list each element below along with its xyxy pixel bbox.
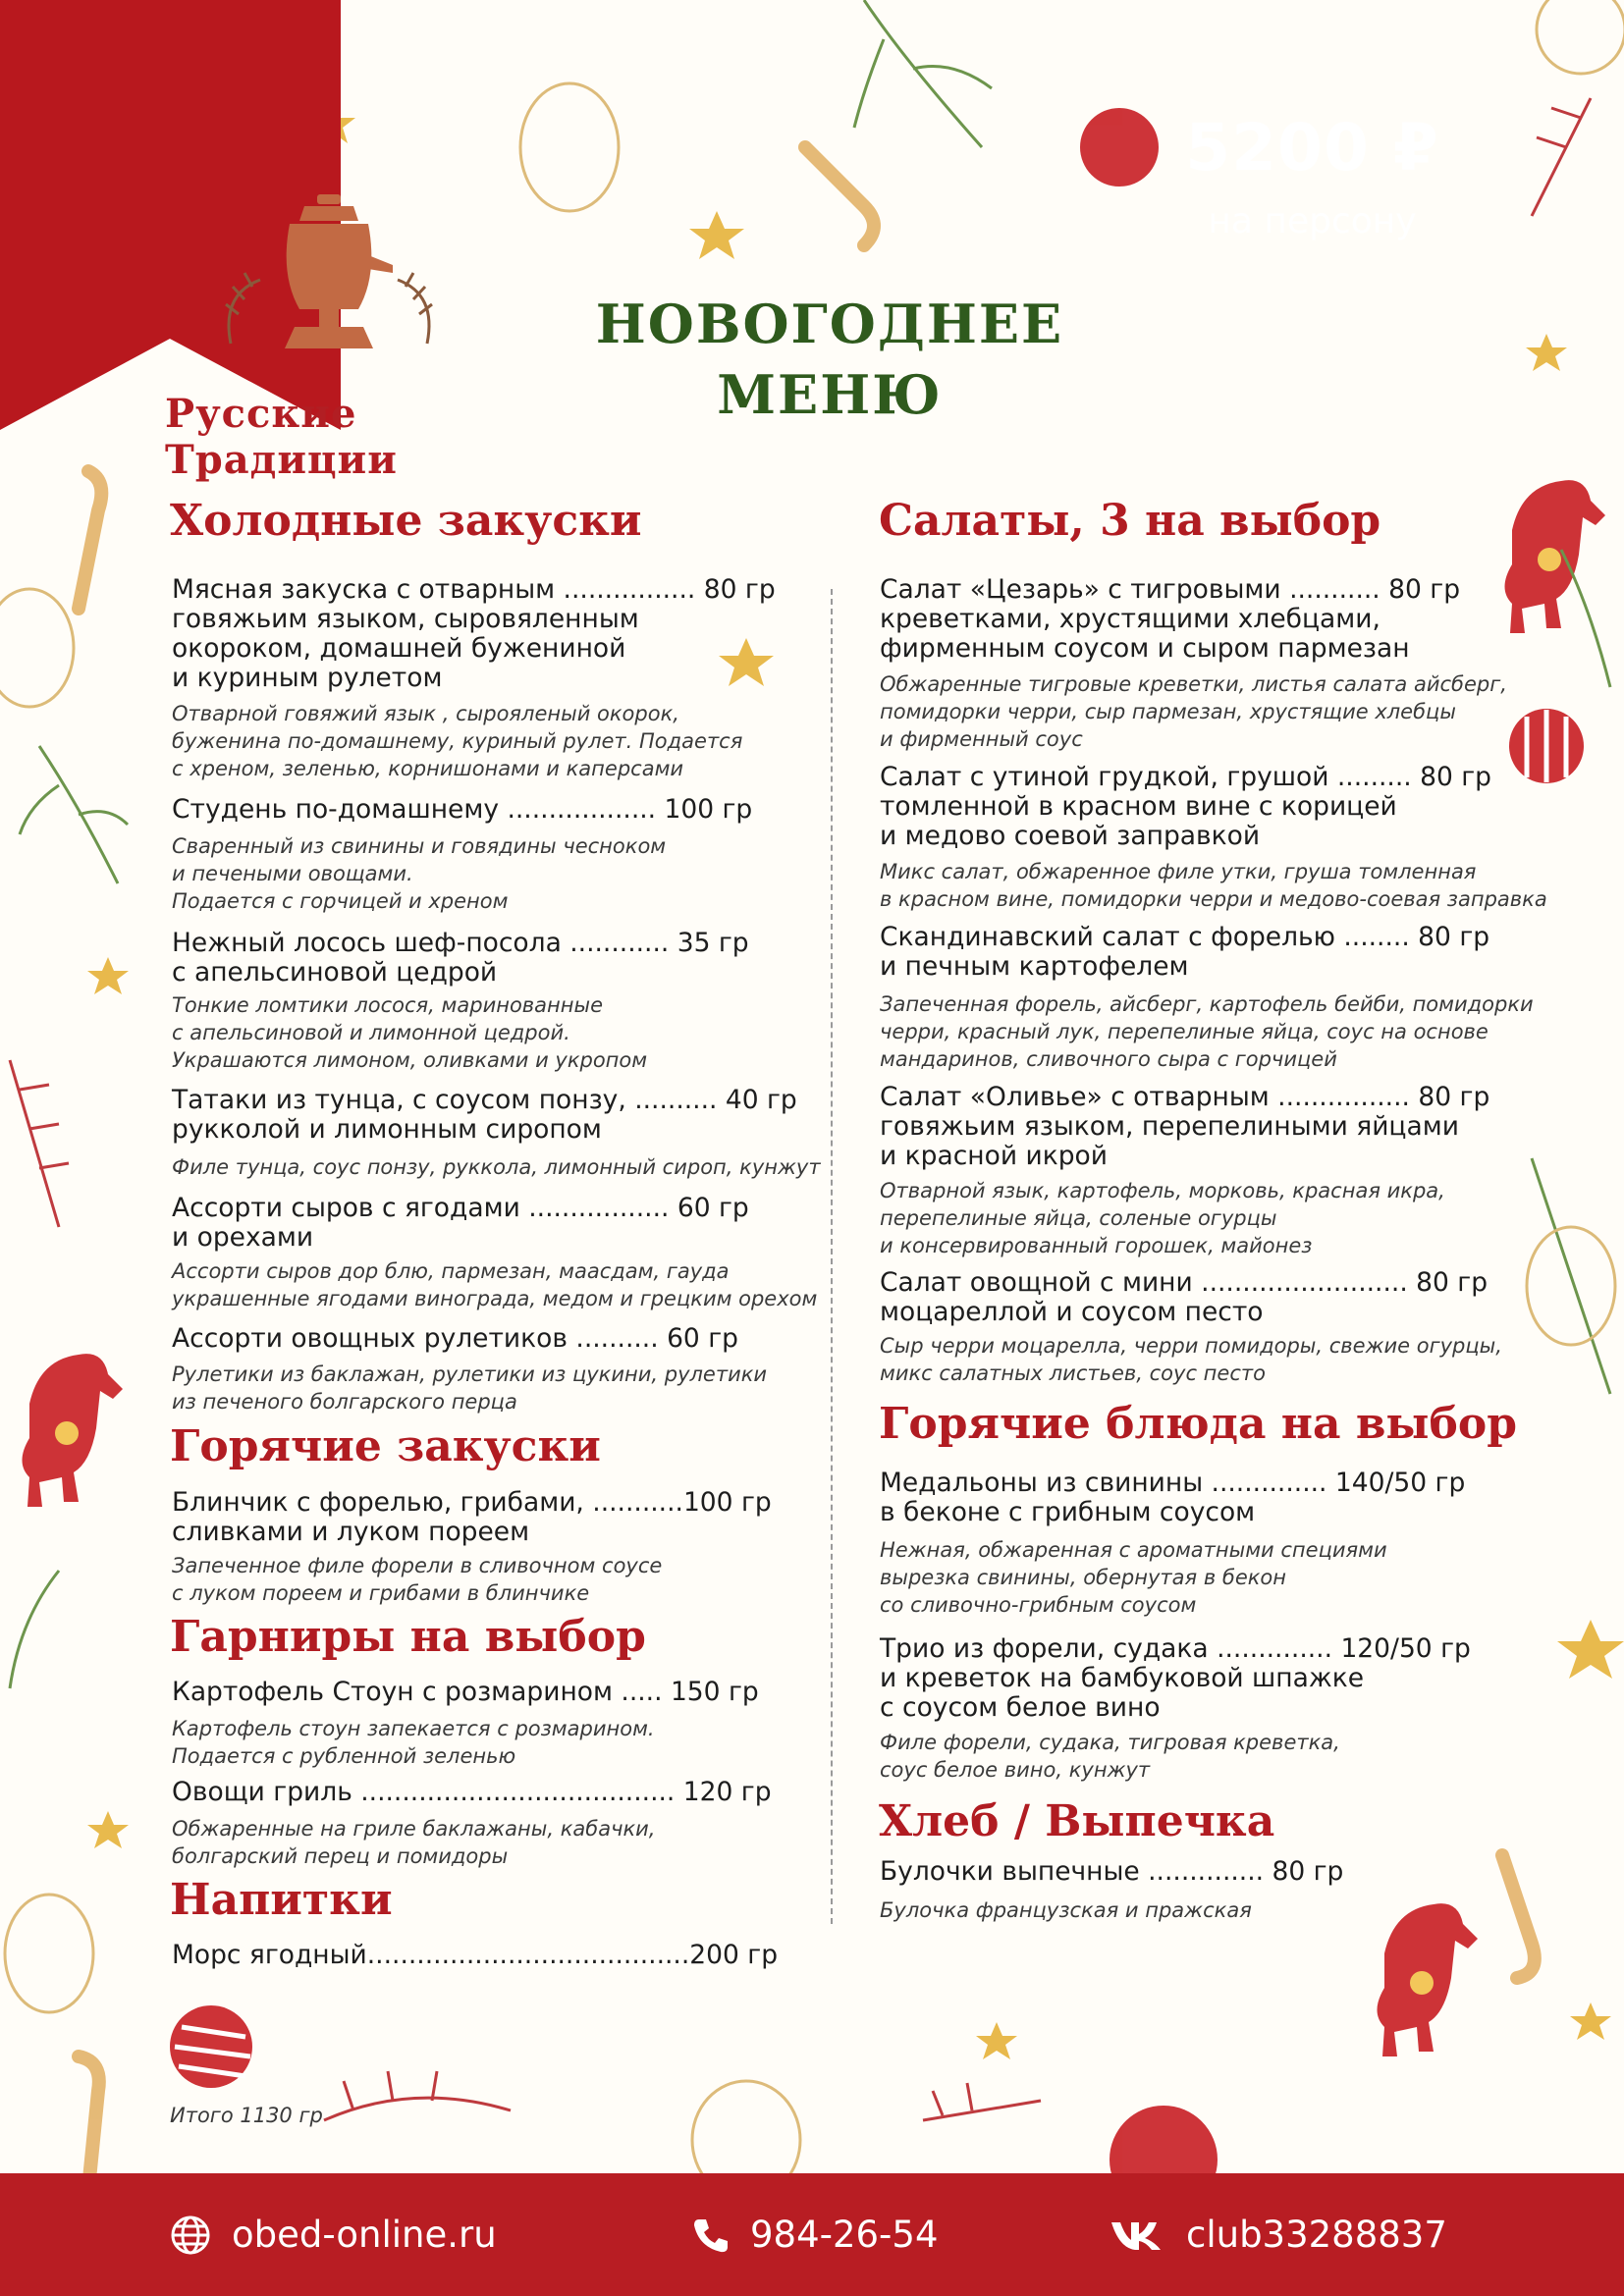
menu-item-line: Скандинавский салат с форелью ........ 80 гр	[880, 922, 1490, 952]
total-weight: Итого 1130 гр	[170, 2104, 323, 2127]
vk-icon	[1110, 2216, 1166, 2254]
menu-item-desc: черри, красный лук, перепелиные яйца, соус на основе	[880, 1020, 1489, 1043]
menu-item-line: и куриным рулетом	[172, 663, 443, 693]
brand-name: Русские Традиции	[165, 391, 398, 483]
menu-item-desc: в красном вине, помидорки черри и медово-соевая заправка	[880, 887, 1547, 911]
menu-item-desc: и фирменный соус	[880, 727, 1083, 751]
menu-item-line: фирменным соусом и сыром пармезан	[880, 633, 1410, 664]
menu-item-line: рукколой и лимонным сиропом	[172, 1114, 602, 1145]
phone-text: 984-26-54	[750, 2214, 939, 2256]
section-title-sides: Гарниры на выбор	[170, 1612, 646, 1662]
menu-item-line: Студень по-домашнему .................. 100 гр	[172, 794, 753, 825]
menu-item-desc: Украшаются лимоном, оливками и укропом	[172, 1048, 648, 1072]
price-amount: 5200 ₽	[1185, 110, 1439, 186]
menu-item-desc: Отварной язык, картофель, морковь, красная икра,	[880, 1179, 1445, 1202]
menu-item-desc: украшенные ягодами винограда, медом и грецким орехом	[172, 1287, 818, 1310]
menu-item-line: Салат «Цезарь» с тигровыми ........... 80 гр	[880, 574, 1461, 605]
menu-item-line: Салат «Оливье» с отварным ................ 80 гр	[880, 1082, 1490, 1112]
menu-item-line: Морс ягодный.......................................200 гр	[172, 1940, 779, 1970]
vk-text: club33288837	[1186, 2214, 1447, 2256]
menu-item-line: и печным картофелем	[880, 951, 1189, 982]
menu-item-desc: Нежная, обжаренная с ароматными специями	[880, 1538, 1387, 1562]
menu-item-desc: Микс салат, обжаренное филе утки, груша томленная	[880, 860, 1477, 883]
menu-item-desc: микс салатных листьев, соус песто	[880, 1362, 1266, 1385]
section-title-salads: Салаты, 3 на выбор	[879, 496, 1381, 546]
menu-item-desc: Обжаренные тигровые креветки, листья салата айсберг,	[880, 672, 1507, 696]
phone-link[interactable]	[691, 2173, 939, 2296]
section-title-bread: Хлеб / Выпечка	[879, 1796, 1275, 1846]
menu-item-line: креветками, хрустящими хлебцами,	[880, 604, 1380, 634]
menu-item-desc: Картофель стоун запекается с розмарином.	[172, 1717, 655, 1740]
menu-item-desc: Отварной говяжий язык , сырояленый окорок,	[172, 702, 679, 725]
samovar-icon	[211, 187, 447, 363]
footer-bar	[0, 2173, 1624, 2296]
menu-item-desc: Филе тунца, соус понзу, руккола, лимонный сироп, кунжут	[172, 1155, 821, 1179]
menu-item-line: Салат с утиной грудкой, грушой ......... 80 гр	[880, 762, 1491, 792]
menu-item-line: и орехами	[172, 1222, 314, 1253]
menu-item-desc: Булочка французская и пражская	[880, 1898, 1252, 1922]
menu-item-desc: из печеного болгарского перца	[172, 1390, 517, 1414]
menu-item-line: Блинчик с форелью, грибами, ...........100 гр	[172, 1487, 772, 1518]
menu-item-desc: Филе форели, судака, тигровая креветка,	[880, 1731, 1340, 1754]
menu-item-desc: со сливочно-грибным соусом	[880, 1593, 1197, 1617]
menu-item-desc: Тонкие ломтики лосося, маринованные	[172, 993, 604, 1017]
menu-item-desc: соус белое вино, кунжут	[880, 1758, 1151, 1782]
section-title-hot-starters: Горячие закуски	[170, 1421, 601, 1471]
menu-item-line: Ассорти овощных рулетиков .......... 60 гр	[172, 1323, 738, 1354]
website-text: obed-online.ru	[232, 2214, 497, 2256]
menu-item-line: Салат овощной с мини ......................... 80 гр	[880, 1267, 1489, 1298]
menu-item-line: Ассорти сыров с ягодами ................. 60 гр	[172, 1193, 749, 1223]
menu-item-desc: Сваренный из свинины и говядины чесноком	[172, 834, 667, 858]
menu-item-line: сливками и луком пореем	[172, 1517, 530, 1547]
menu-item-line: Мясная закуска с отварным ................ 80 гр	[172, 574, 776, 605]
price-per-person: на персону	[1208, 201, 1417, 241]
menu-item-line: говяжьим языком, сыровяленным	[172, 604, 639, 634]
vk-link[interactable]	[1110, 2173, 1447, 2296]
menu-item-desc: с хреном, зеленью, корнишонами и каперсами	[172, 757, 684, 780]
menu-item-desc: Подается с горчицей и хреном	[172, 889, 509, 913]
menu-item-line: в беконе с грибным соусом	[880, 1497, 1256, 1527]
phone-icon	[691, 2216, 731, 2255]
menu-item-line: окороком, домашней бужениной	[172, 633, 626, 664]
menu-item-desc: с луком пореем и грибами в блинчике	[172, 1581, 590, 1605]
menu-item-line: Медальоны из свинины .............. 140/50 гр	[880, 1468, 1466, 1498]
menu-item-desc: Запеченная форель, айсберг, картофель бейби, помидорки	[880, 992, 1534, 1016]
menu-item-line: и медово соевой заправкой	[880, 821, 1261, 851]
menu-item-desc: с апельсиновой и лимонной цедрой.	[172, 1021, 570, 1044]
menu-item-line: Нежный лосось шеф-посола ............ 35 гр	[172, 928, 749, 958]
column-divider	[831, 589, 833, 1924]
menu-item-desc: Рулетики из баклажан, рулетики из цукини, рулетики	[172, 1362, 768, 1386]
menu-item-line: Картофель Стоун с розмарином ..... 150 гр	[172, 1677, 759, 1707]
menu-item-line: томленной в красном вине с корицей	[880, 791, 1397, 822]
menu-item-line: с апельсиновой цедрой	[172, 957, 498, 988]
menu-item-desc: и консервированный горошек, майонез	[880, 1234, 1313, 1257]
menu-item-line: Татаки из тунца, с соусом понзу, .......... 40 гр	[172, 1085, 797, 1115]
menu-item-desc: Обжаренные на гриле баклажаны, кабачки,	[172, 1817, 656, 1841]
menu-item-desc: Сыр черри моцарелла, черри помидоры, свежие огурцы,	[880, 1334, 1502, 1358]
menu-item-line: моцареллой и соусом песто	[880, 1297, 1264, 1327]
menu-item-desc: Подается с рубленной зеленью	[172, 1744, 516, 1768]
menu-item-line: и креветок на бамбуковой шпажке	[880, 1663, 1365, 1693]
menu-item-desc: помидорки черри, сыр пармезан, хрустящие хлебцы	[880, 700, 1456, 723]
section-title-cold: Холодные закуски	[170, 496, 642, 546]
menu-item-line: и красной икрой	[880, 1141, 1108, 1171]
menu-item-desc: перепелиные яйца, соленые огурцы	[880, 1206, 1277, 1230]
menu-title-line1: НОВОГОДНЕЕ	[595, 293, 1064, 355]
menu-item-desc: Ассорти сыров дор блю, пармезан, маасдам, гауда	[172, 1259, 730, 1283]
section-title-mains: Горячие блюда на выбор	[879, 1399, 1517, 1449]
section-title-drinks: Напитки	[170, 1875, 393, 1925]
menu-item-desc: мандаринов, сливочного сыра с горчицей	[880, 1047, 1337, 1071]
menu-item-desc: и печеными овощами.	[172, 862, 413, 885]
menu-item-line: Трио из форели, судака .............. 120/50 гр	[880, 1633, 1471, 1664]
menu-item-line: с соусом белое вино	[880, 1692, 1161, 1723]
globe-icon	[169, 2214, 212, 2257]
menu-item-line: говяжьим языком, перепелиными яйцами	[880, 1111, 1459, 1142]
menu-item-desc: Запеченное филе форели в сливочном соусе	[172, 1554, 663, 1577]
menu-item-desc: буженина по-домашнему, куриный рулет. Подается	[172, 729, 743, 753]
website-link[interactable]	[169, 2173, 497, 2296]
menu-title-line2: МЕНЮ	[717, 363, 943, 426]
menu-item-desc: вырезка свинины, обернутая в бекон	[880, 1566, 1287, 1589]
menu-item-line: Овощи гриль ...................................... 120 гр	[172, 1777, 772, 1807]
menu-item-desc: болгарский перец и помидоры	[172, 1844, 509, 1868]
menu-item-line: Булочки выпечные .............. 80 гр	[880, 1856, 1344, 1887]
